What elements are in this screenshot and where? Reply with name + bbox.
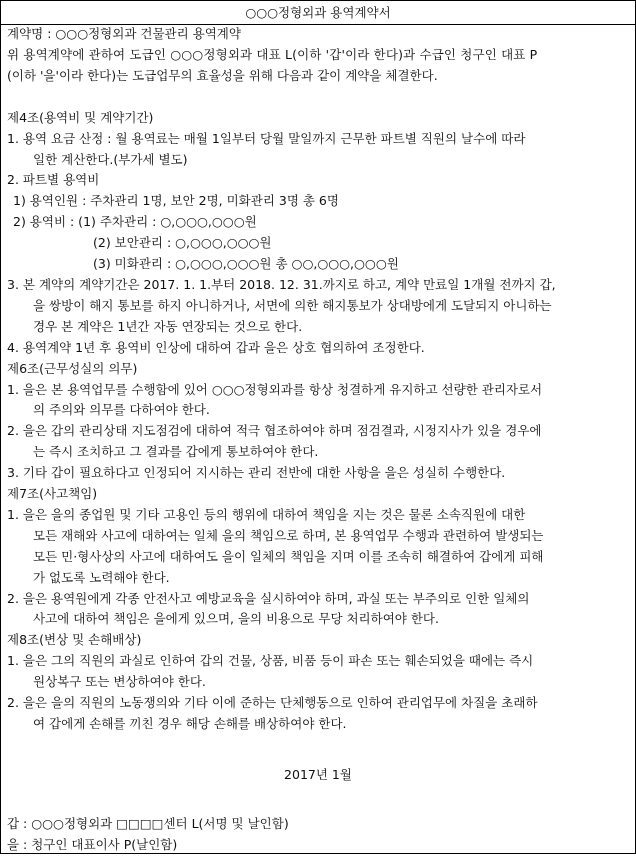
contract-date: 2017년 1월 bbox=[284, 766, 352, 782]
article-4-item-3-line-2: 을 쌍방이 해지 통보를 하지 아니하거나, 서면에 의한 해지통보가 상대방에게 도달되지 아니하는 bbox=[33, 297, 552, 313]
spacer bbox=[7, 786, 629, 814]
article-4-item-1-line-1: 1. 용역 요금 산정 : 월 용역료는 매월 1일부터 당월 말일까지 근무한 파트별 직원의 날수에 따라 bbox=[7, 130, 526, 146]
article-8-heading: 제8조(변상 및 손해배상) bbox=[7, 632, 142, 648]
document-title: ○○○정형외과 용역계약서 bbox=[245, 5, 391, 20]
article-4-heading: 제4조(용역비 및 계약기간) bbox=[7, 109, 154, 125]
signature-party-gap: 갑 : ○○○정형외과 □□□□센터 L(서명 및 날인함) bbox=[7, 815, 289, 831]
article-6-item-1-line-1: 1. 을은 본 용역업무를 수행함에 있어 ○○○정형외과를 항상 청결하게 유지하고 선량한 관리자로서 bbox=[7, 381, 543, 397]
intro-line-2: (이하 '을'이라 한다)는 도급업무의 효율성을 위해 다음과 같이 계약을 체결한다. bbox=[7, 67, 438, 83]
signature-party-eul: 을 : 청구인 대표이사 P(날인함) bbox=[7, 836, 178, 852]
title-divider bbox=[1, 24, 635, 25]
article-4-item-1-line-2: 일한 계산한다.(부가세 별도) bbox=[33, 151, 188, 167]
article-7-item-2-line-1: 2. 을은 용역원에게 각종 안전사고 예방교육을 실시하여야 하며, 과실 또는 부주의로 인한 일체의 bbox=[7, 590, 530, 606]
article-4-item-4: 4. 용역계약 1년 후 용역비 인상에 대하여 갑과 을은 상호 협의하여 조정한다. bbox=[7, 339, 425, 355]
article-7-item-1-line-1: 1. 을은 을의 종업원 및 기타 고용인 등의 행위에 대하여 책임을 지는 것은 물론 소속직원에 대한 bbox=[7, 506, 526, 522]
article-4-item-2-1: 1) 용역인원 : 주차관리 1명, 보안 2명, 미화관리 3명 총 6명 bbox=[13, 193, 339, 209]
article-7-item-1-line-2: 모든 재해와 사고에 대하여는 일체 을의 책임으로 하며, 본 용역업무 수행과 관련하여 발생되는 bbox=[33, 527, 544, 543]
article-4-item-3-line-1: 3. 본 계약의 계약기간은 2017. 1. 1.부터 2018. 12. 31.까지로 하고, 계약 만료일 1개월 전까지 갑, bbox=[7, 276, 556, 292]
article-7-heading: 제7조(사고책임) bbox=[7, 486, 98, 502]
article-6-item-1-line-2: 의 주의와 의무를 다하여야 한다. bbox=[33, 402, 210, 418]
article-4-item-2-2-b: (2) 보안관리 : ○,○○○,○○○원 bbox=[93, 235, 272, 251]
spacer bbox=[7, 735, 629, 765]
article-8-item-1-line-2: 원상복구 또는 변상하여야 한다. bbox=[33, 674, 206, 690]
article-4-item-3-line-3: 경우 본 계약은 1년간 자동 연장되는 것으로 한다. bbox=[33, 318, 303, 334]
article-8-item-2-line-2: 여 갑에게 손해를 끼친 경우 해당 손해를 배상하여야 한다. bbox=[33, 716, 347, 731]
article-7-item-1-line-4: 가 없도록 노력해야 한다. bbox=[33, 569, 170, 585]
article-6-heading: 제6조(근무성실의 의무) bbox=[7, 360, 138, 376]
article-4-item-2: 2. 파트별 용역비 bbox=[7, 172, 100, 188]
article-8-item-2-line-1: 2. 을은 을의 직원의 노동쟁의와 기타 이에 준하는 단체행동으로 인하여 관리업무에 차질을 초래하 bbox=[7, 695, 538, 711]
article-6-item-3: 3. 기타 갑이 필요하다고 인정되어 지시하는 관리 전반에 대한 사항을 을은 성실히 수행한다. bbox=[7, 465, 506, 481]
article-6-item-2-line-2: 는 즉시 조치하고 그 결과를 갑에게 통보하여야 한다. bbox=[33, 444, 319, 460]
article-4-item-2-2-c: (3) 미화관리 : ○,○○○,○○○원 총 ○○,○○○,○○○원 bbox=[93, 256, 399, 272]
contract-name: 계약명 : ○○○정형외과 건물관리 용역계약 bbox=[7, 26, 241, 41]
article-6-item-2-line-1: 2. 을은 갑의 관리상태 지도점검에 대하여 적극 협조하여야 하며 점검결과, 시정지사가 있을 경우에 bbox=[7, 423, 542, 439]
intro-line-1: 위 용역계약에 관하여 도급인 ○○○정형외과 대표 L(이하 '갑'이라 한다)과 수급인 청구인 대표 P bbox=[7, 46, 538, 62]
article-7-item-1-line-3: 모든 민·형사상의 사고에 대하여도 을이 일체의 책임을 지며 이를 조속히 해결하여 갑에게 피해 bbox=[33, 548, 544, 564]
spacer bbox=[7, 87, 629, 108]
article-4-item-2-2: 2) 용역비 : (1) 주차관리 : ○,○○○,○○○원 bbox=[13, 214, 257, 230]
article-8-item-1-line-1: 1. 을은 그의 직원의 과실로 인하여 갑의 건물, 상품, 비품 등이 파손 또는 훼손되었을 때에는 즉시 bbox=[7, 653, 534, 669]
article-7-item-2-line-2: 사고에 대하여 책임은 을에게 있으며, 을의 비용으로 무당 처리하여야 한다. bbox=[33, 611, 439, 627]
